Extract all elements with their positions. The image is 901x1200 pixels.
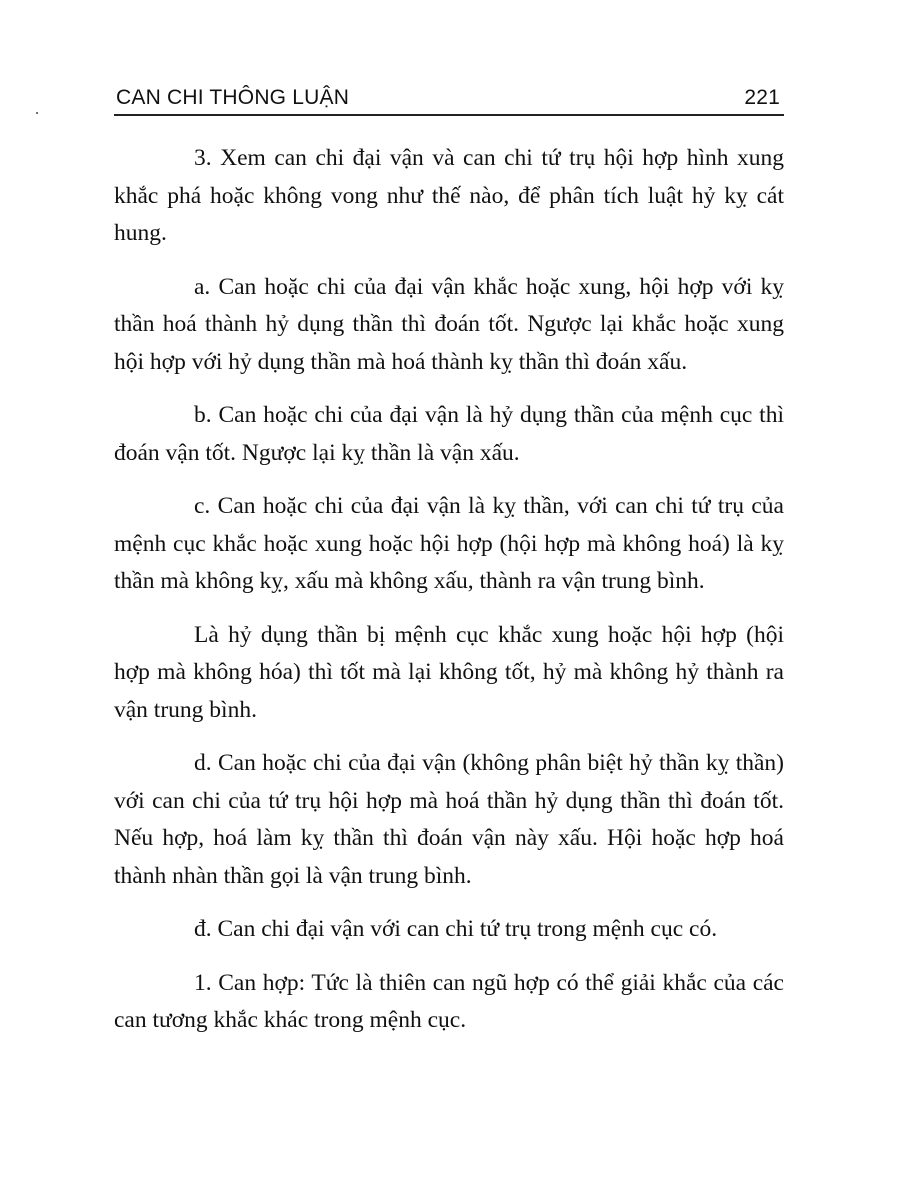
- paragraph-1-can-hop: 1. Can hợp: Tức là thiên can ngũ hợp có thể giải khắc của các can tương khắc khác trong mệnh cục.: [114, 969, 784, 1033]
- paragraph-d: d. Can hoặc chi của đại vận (không phân biệt hỷ thần kỵ thần) với can chi của tứ trụ hội hợp mà hoá thần hỷ dụng thần thì đoán tốt. Nếu hợp, hoá làm kỵ thần thì đoán vận này xấu. Hội hoặc hợp hoá thành nhàn thần gọi là vận trung bình.: [114, 750, 784, 889]
- book-title: CAN CHI THÔNG LUẬN: [116, 86, 350, 109]
- page-number: 221: [744, 86, 780, 109]
- paragraph-dd: đ. Can chi đại vận với can chi tứ trụ trong mệnh cục có.: [194, 916, 718, 942]
- paragraph-c: c. Can hoặc chi của đại vận là kỵ thần, với can chi tứ trụ của mệnh cục khắc hoặc xung hoặc hội hợp (hội hợp mà không hoá) là kỵ thần mà không kỵ, xấu mà không xấu, thành ra vận trung bình.: [114, 493, 784, 594]
- paragraph-b: b. Can hoặc chi của đại vận là hỷ dụng thần của mệnh cục thì đoán vận tốt. Ngược lại kỵ thần là vận xấu.: [114, 402, 784, 466]
- paragraph-la-hy-dung-than: Là hỷ dụng thần bị mệnh cục khắc xung hoặc hội hợp (hội hợp mà không hóa) thì tốt mà lại không tốt, hỷ mà không hỷ thành ra vận trung bình.: [114, 621, 784, 723]
- scan-speck: [36, 112, 38, 114]
- paragraph-a: a. Can hoặc chi của đại vận khắc hoặc xung, hội hợp với kỵ thần hoá thành hỷ dụng thần thì đoán tốt. Ngược lại khắc hoặc xung hội hợp với hỷ dụng thần mà hoá thành kỵ thần thì đoán xấu.: [114, 273, 784, 375]
- running-header: [114, 80, 784, 116]
- book-page: [114, 80, 784, 1056]
- page-body: [114, 140, 784, 1040]
- paragraph-3-xem-can-chi: 3. Xem can chi đại vận và can chi tứ trụ hội hợp hình xung khắc phá hoặc không vong như thế nào, để phân tích luật hỷ kỵ cát hung.: [114, 145, 784, 246]
